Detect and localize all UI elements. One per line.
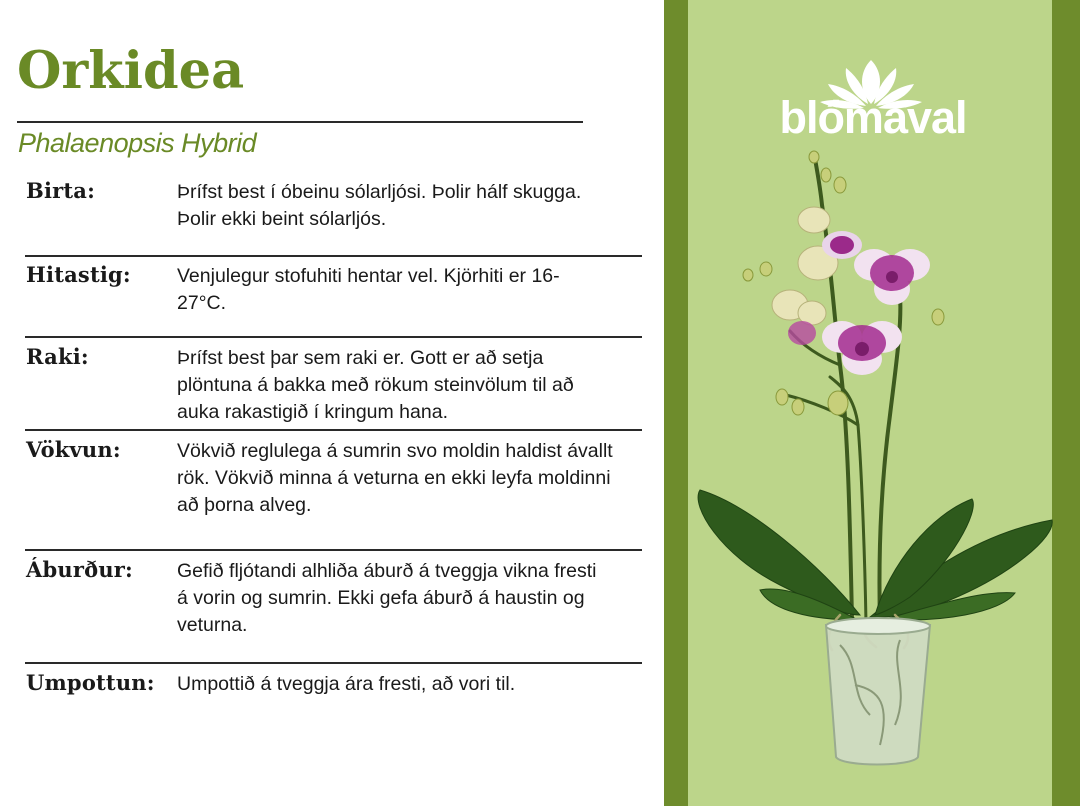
care-label: Hitastig: bbox=[26, 262, 131, 287]
species-subtitle: Phalaenopsis Hybrid bbox=[18, 128, 257, 158]
row-divider bbox=[25, 662, 642, 664]
care-text: Þrífst best þar sem raki er. Gott er að setja plöntuna á bakka með rökum steinvölum til að auka rakastigið í kringum hana. bbox=[177, 347, 574, 423]
care-text: Venjulegur stofuhiti hentar vel. Kjörhiti er 16-27°C. bbox=[177, 265, 560, 314]
row-divider bbox=[25, 549, 642, 551]
brand-logo-text: blómaval bbox=[779, 92, 967, 143]
care-label: Birta: bbox=[26, 178, 96, 203]
care-label: Vökvun: bbox=[26, 437, 121, 462]
care-text: Umpottið á tveggja ára fresti, að vori til. bbox=[177, 673, 516, 695]
page-title: Orkidea bbox=[17, 41, 245, 101]
care-label: Raki: bbox=[26, 344, 89, 369]
row-divider bbox=[25, 336, 642, 338]
care-label: Áburður: bbox=[26, 557, 133, 582]
care-text: Þrífst best í óbeinu sólarljósi. Þolir hálf skugga. Þolir ekki beint sólarljós. bbox=[177, 181, 582, 230]
care-text: Gefið fljótandi alhliða áburð á tveggja vikna fresti á vorin og sumrin. Ekki gefa áburð á haustin og veturna. bbox=[177, 560, 597, 636]
care-label: Umpottun: bbox=[26, 670, 155, 695]
row-divider bbox=[25, 429, 642, 431]
care-text: Vökvið reglulega á sumrin svo moldin haldist ávallt rök. Vökvið minna á veturna en ekki leyfa moldinni að þorna alveg. bbox=[177, 440, 613, 516]
orchid-plant-image bbox=[690, 145, 1060, 775]
title-divider bbox=[17, 121, 583, 123]
row-divider bbox=[25, 255, 642, 257]
